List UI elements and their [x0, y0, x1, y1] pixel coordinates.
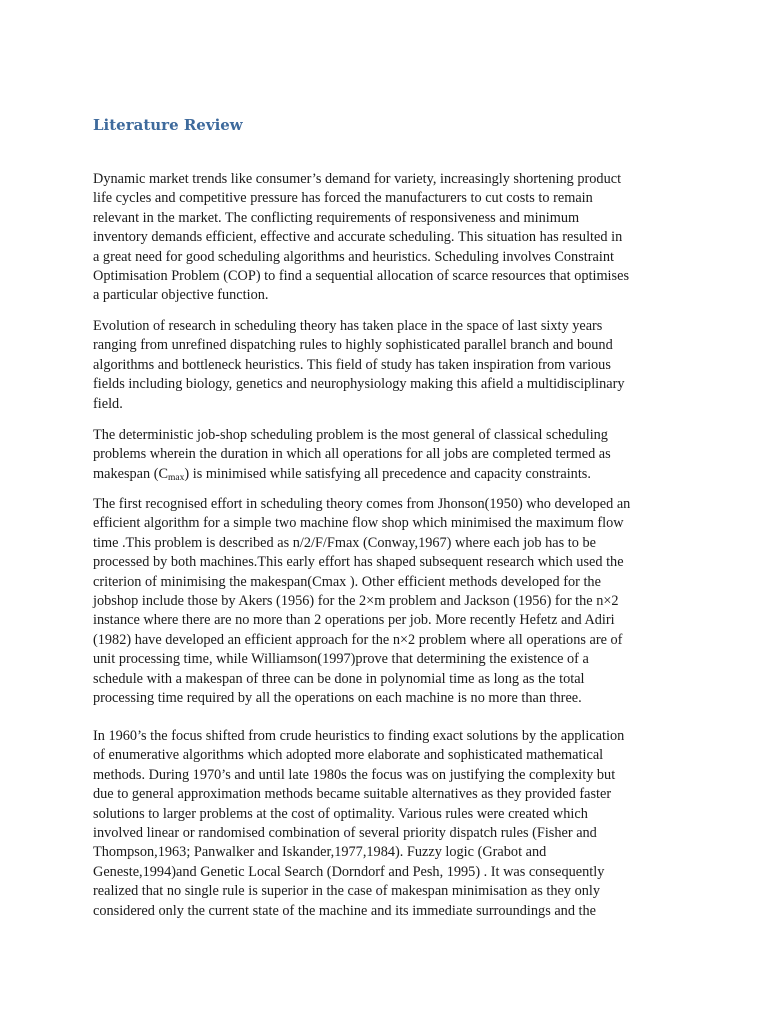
- paragraph-line: processed by both machines.This early effort has shaped subsequent research which used the: [93, 554, 624, 571]
- paragraph-line: inventory demands efficient, effective and accurate scheduling. This situation has resulted in: [93, 229, 623, 246]
- paragraph-line: processing time required by all the operations on each machine is no more than three.: [93, 690, 582, 707]
- paragraph-line: life cycles and competitive pressure has forced the manufacturers to cut costs to remain: [93, 190, 593, 207]
- paragraph-line: time .This problem is described as n/2/F/Fmax (Conway,1967) where each job has to be: [93, 534, 596, 551]
- paragraph-line: Optimisation Problem (COP) to find a sequential allocation of scarce resources that optimises: [93, 268, 630, 285]
- paragraph-4: [93, 495, 681, 708]
- makespan-line: [93, 465, 681, 488]
- paragraph-line: unit processing time, while Williamson(1997)prove that determining the existence of a: [93, 651, 589, 668]
- paragraph-line: methods. During 1970’s and until late 1980s the focus was on justifying the complexity but: [93, 766, 616, 783]
- paragraph-line: realized that no single rule is superior in the case of makespan minimisation as they only: [93, 883, 601, 900]
- paragraph-line: instance where there are no more than 2 operations per job. More recently Hefetz and Adiri: [93, 612, 615, 629]
- paragraph-line: Dynamic market trends like consumer’s demand for variety, increasingly shortening product: [93, 171, 622, 187]
- paragraph-line: considered only the current state of the machine and its immediate surroundings and the: [93, 902, 597, 919]
- paragraph-line: The deterministic job-shop scheduling problem is the most general of classical scheduling: [93, 427, 608, 443]
- paragraph-line: involved linear or randomised combination of several priority dispatch rules (Fisher and: [93, 825, 597, 842]
- paragraph-line: field.: [93, 395, 123, 412]
- paragraph-line: Geneste,1994)and Genetic Local Search (Dorndorf and Pesh, 1995) . It was consequently: [93, 863, 605, 880]
- paragraph-line: Evolution of research in scheduling theory has taken place in the space of last sixty years: [93, 318, 603, 334]
- paragraph-line: relevant in the market. The conflicting requirements of responsiveness and minimum: [93, 209, 580, 226]
- paragraph-3: [93, 426, 681, 488]
- paragraph-line: algorithms and bottleneck heuristics. This field of study has taken inspiration from various: [93, 356, 611, 373]
- paragraph-line: Thompson,1963; Panwalker and Iskander,1977,1984). Fuzzy logic (Grabot and: [93, 844, 547, 861]
- paragraph-line: of enumerative algorithms which adopted more elaborate and sophisticated mathematical: [93, 747, 604, 764]
- paragraph-line: problems wherein the duration in which all operations for all jobs are completed termed as: [93, 446, 611, 463]
- paragraph-2: [93, 317, 681, 414]
- paragraph-5: [93, 727, 681, 921]
- paragraph-line: fields including biology, genetics and neurophysiology making this afield a multidisciplinary: [93, 376, 625, 393]
- paragraph-line: due to general approximation methods became suitable alternatives as they provided faster: [93, 786, 612, 803]
- paragraph-line: jobshop include those by Akers (1956) for the 2×m problem and Jackson (1956) for the n×2: [93, 593, 619, 610]
- paragraph-line: criterion of minimising the makespan(Cmax ). Other efficient methods developed for the: [93, 573, 601, 590]
- section-heading: Literature Review: [93, 116, 243, 134]
- paragraph-line: ranging from unrefined dispatching rules to highly sophisticated parallel branch and bound: [93, 337, 613, 354]
- paragraph-1: [93, 170, 681, 306]
- paragraph-line: schedule with a makespan of three can be done in polynomial time as long as the total: [93, 670, 585, 687]
- paragraph-line: solutions to larger problems at the cost of optimality. Various rules were created which: [93, 805, 588, 822]
- paragraph-line: The first recognised effort in scheduling theory comes from Jhonson(1950) who developed an: [93, 496, 631, 512]
- paragraph-line: efficient algorithm for a simple two machine flow shop which minimised the maximum flow: [93, 515, 624, 532]
- paragraph-line: a great need for good scheduling algorithms and heuristics. Scheduling involves Constraint: [93, 248, 614, 265]
- makespan-prefix: makespan (C: [93, 465, 169, 482]
- makespan-subscript: max: [168, 472, 185, 483]
- makespan-suffix: ) is minimised while satisfying all precedence and capacity constraints.: [184, 465, 591, 482]
- paragraph-line: (1982) have developed an efficient approach for the n×2 problem where all operations are of: [93, 631, 623, 648]
- paragraph-line: a particular objective function.: [93, 287, 269, 304]
- paragraph-line: In 1960’s the focus shifted from crude heuristics to finding exact solutions by the application: [93, 728, 625, 744]
